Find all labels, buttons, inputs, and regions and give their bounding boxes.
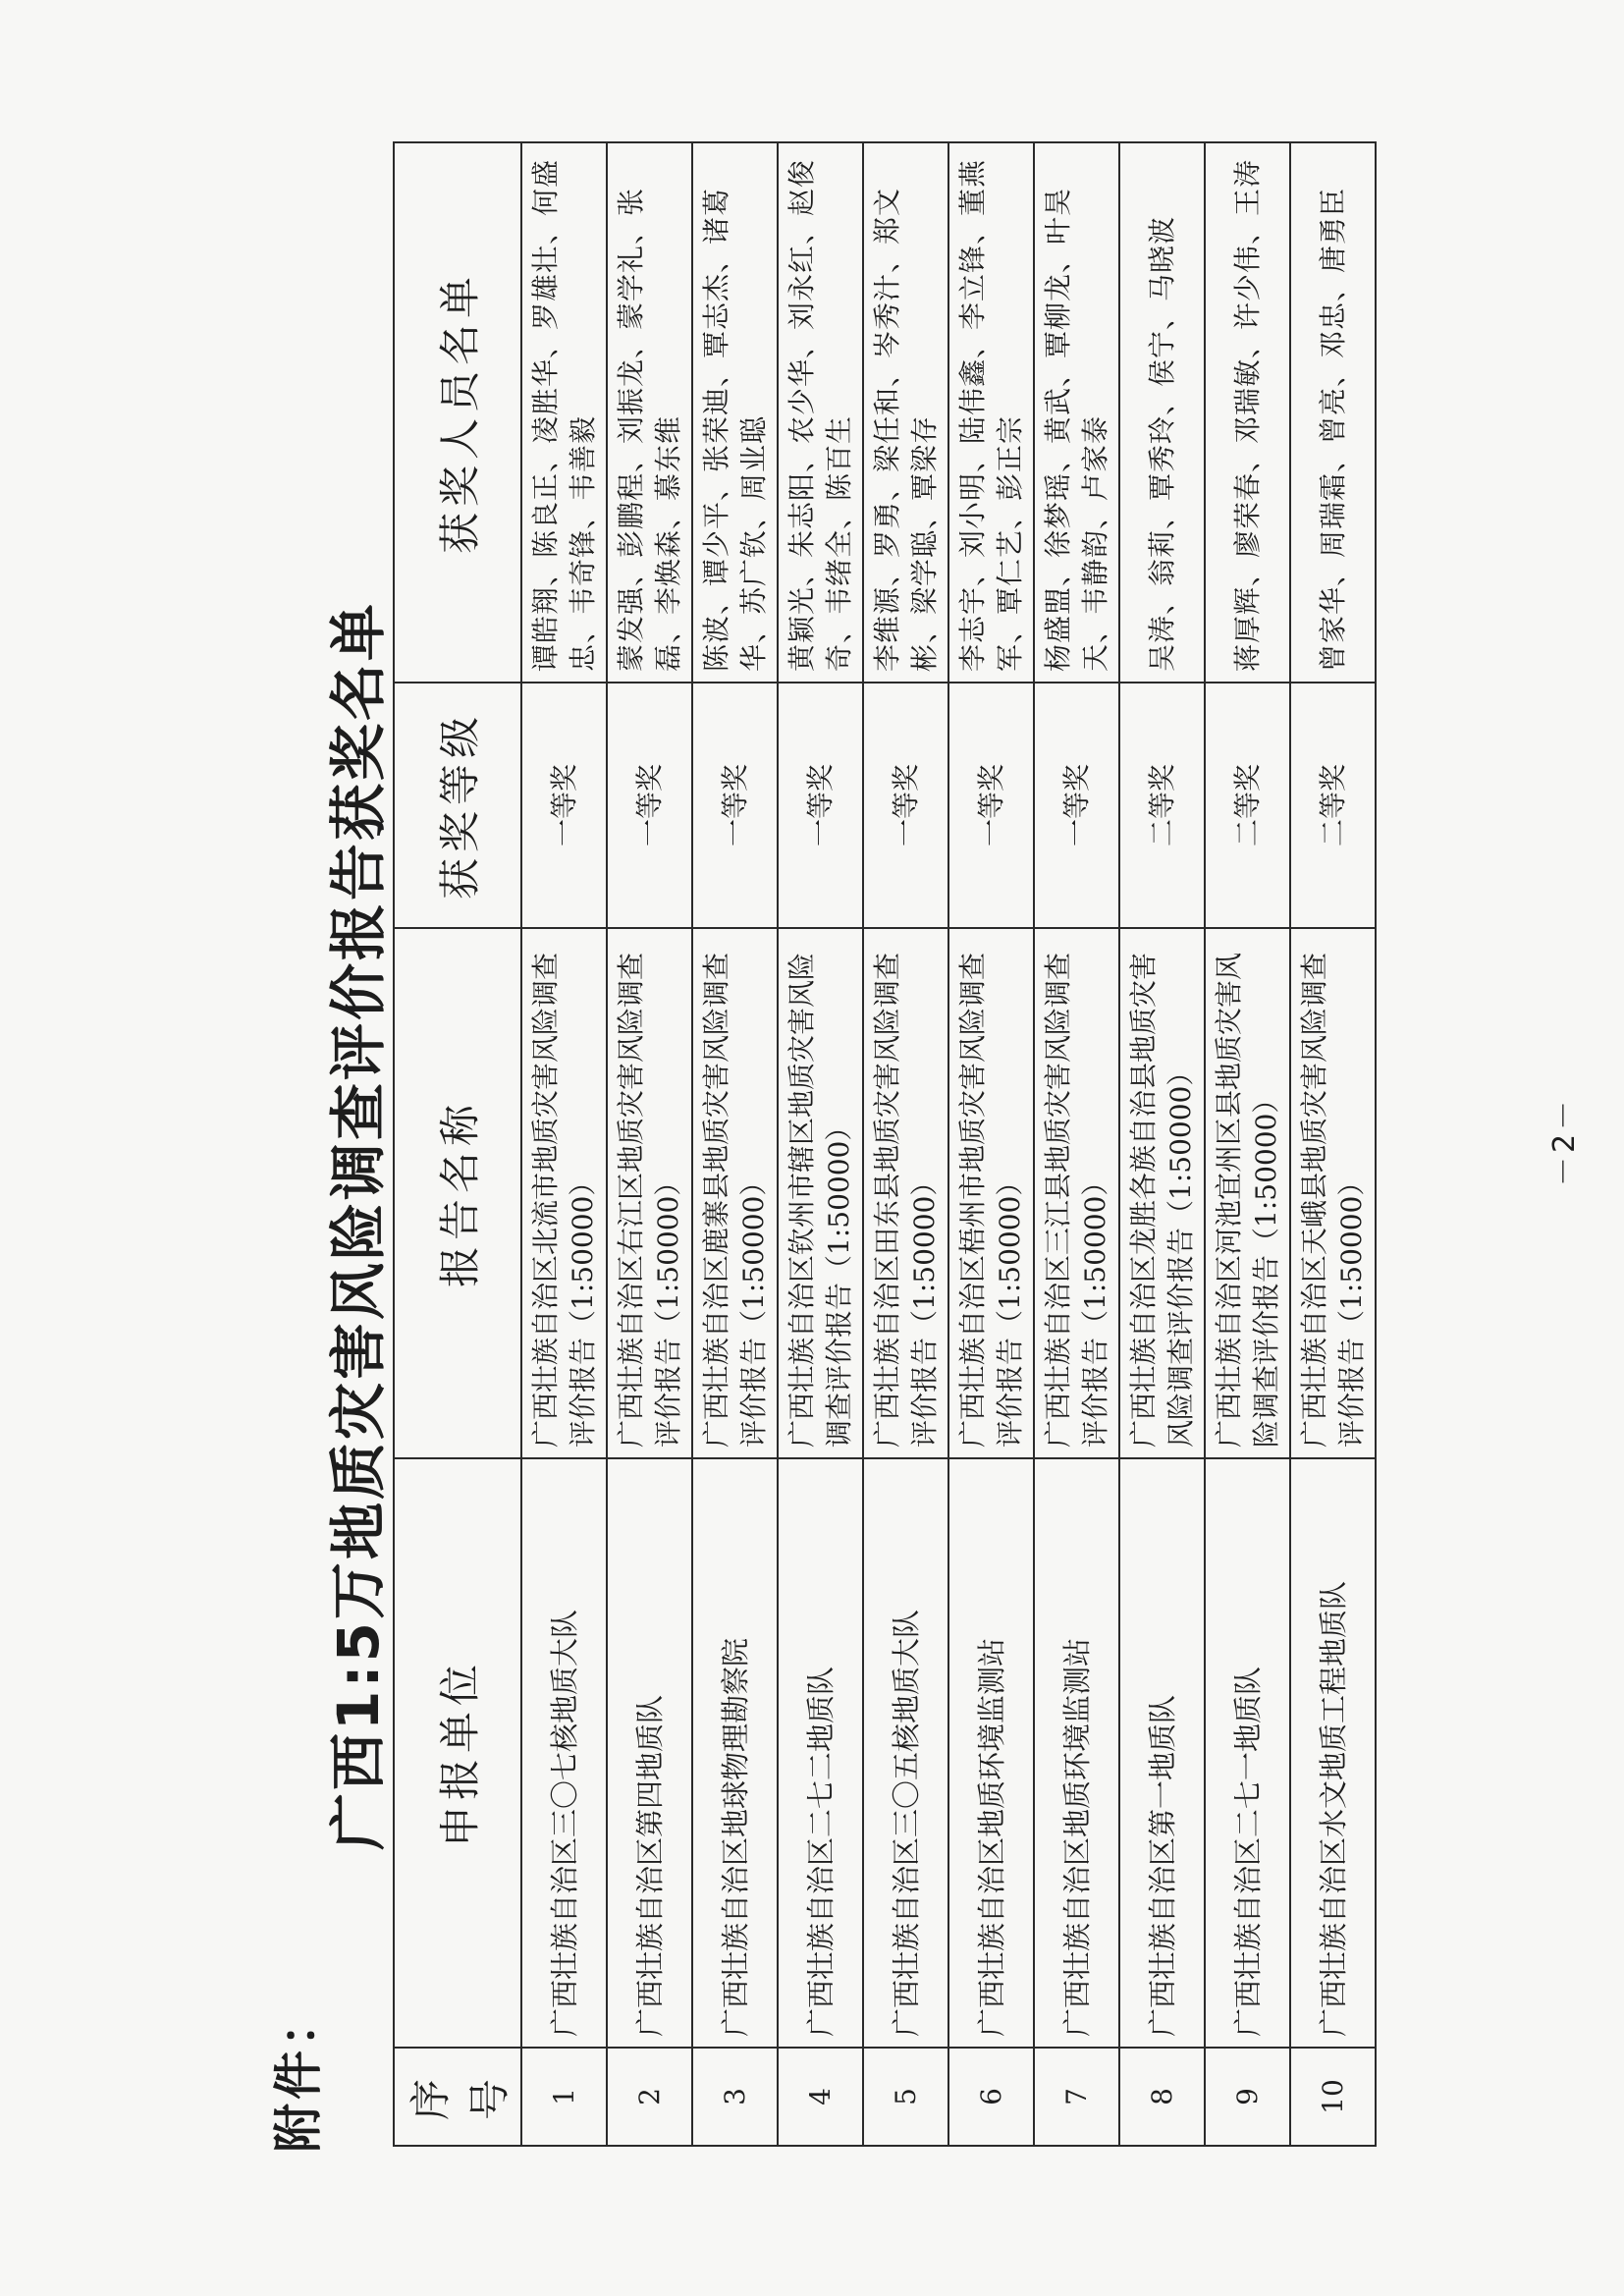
cell-report: 广西壮族自治区鹿寨县地质灾害风险调查评价报告（1:50000） xyxy=(692,928,778,1458)
table-row xyxy=(1119,142,1205,2146)
cell-seq: 5 xyxy=(863,2048,948,2146)
cell-unit: 广西壮族自治区三〇五核地质大队 xyxy=(863,1458,948,2048)
cell-unit: 广西壮族自治区地球物理勘察院 xyxy=(692,1458,778,2048)
cell-unit: 广西壮族自治区地质环境监测站 xyxy=(948,1458,1034,2048)
cell-seq: 9 xyxy=(1205,2048,1290,2146)
cell-level: 一等奖 xyxy=(692,683,778,928)
attachment-label: 附件： xyxy=(270,1994,327,2153)
cell-people: 吴涛、翁莉、覃秀玲、侯宁、马晓波 xyxy=(1119,142,1205,683)
cell-report: 广西壮族自治区钦州市辖区地质灾害风险调查评价报告（1:50000） xyxy=(778,928,863,1458)
cell-level: 一等奖 xyxy=(607,683,692,928)
cell-level: 一等奖 xyxy=(521,683,607,928)
cell-unit: 广西壮族自治区三〇七核地质大队 xyxy=(521,1458,607,2048)
cell-level: 一等奖 xyxy=(1034,683,1119,928)
cell-people: 黄颖光、朱志阳、农少华、刘永红、赵俊奇、韦绪全、陈百生 xyxy=(778,142,863,683)
cell-level: 二等奖 xyxy=(1119,683,1205,928)
cell-people: 李志宇、刘小明、陆伟鑫、李立锋、董燕军、覃仁艺、彭正宗 xyxy=(948,142,1034,683)
header-level: 获奖等级 xyxy=(394,683,521,928)
table-header-row xyxy=(394,142,521,2146)
cell-people: 蒙发强、彭鹏程、刘振龙、蒙学礼、张磊、李焕森、慕东维 xyxy=(607,142,692,683)
cell-level: 一等奖 xyxy=(778,683,863,928)
cell-report: 广西壮族自治区龙胜各族自治县地质灾害风险调查评价报告（1:50000） xyxy=(1119,928,1205,1458)
cell-unit: 广西壮族自治区水文地质工程地质队 xyxy=(1290,1458,1376,2048)
cell-unit: 广西壮族自治区二七二地质队 xyxy=(778,1458,863,2048)
cell-seq: 2 xyxy=(607,2048,692,2146)
cell-seq: 7 xyxy=(1034,2048,1119,2146)
cell-seq: 1 xyxy=(521,2048,607,2146)
table-row xyxy=(1290,142,1376,2146)
cell-report: 广西壮族自治区河池宜州区县地质灾害风险调查评价报告（1:50000） xyxy=(1205,928,1290,1458)
cell-unit: 广西壮族自治区二七一地质队 xyxy=(1205,1458,1290,2048)
header-seq: 序号 xyxy=(394,2048,521,2146)
cell-seq: 3 xyxy=(692,2048,778,2146)
award-table xyxy=(393,141,1377,2147)
page-number: －2－ xyxy=(1547,1096,1582,1186)
table-row xyxy=(948,142,1034,2146)
table-row xyxy=(692,142,778,2146)
table-row xyxy=(1205,142,1290,2146)
cell-seq: 6 xyxy=(948,2048,1034,2146)
cell-report: 广西壮族自治区田东县地质灾害风险调查评价报告（1:50000） xyxy=(863,928,948,1458)
cell-report: 广西壮族自治区三江县地质灾害风险调查评价报告（1:50000） xyxy=(1034,928,1119,1458)
cell-people: 杨盛盟、徐梦瑶、黄武、覃柳龙、叶昊天、韦静韵、卢家泰 xyxy=(1034,142,1119,683)
table-row xyxy=(607,142,692,2146)
table-row xyxy=(863,142,948,2146)
cell-report: 广西壮族自治区天峨县地质灾害风险调查评价报告（1:50000） xyxy=(1290,928,1376,1458)
cell-seq: 10 xyxy=(1290,2048,1376,2146)
page-title: 广西1:5万地质灾害风险调查评价报告获奖名单 xyxy=(325,601,392,1850)
cell-report: 广西壮族自治区北流市地质灾害风险调查评价报告（1:50000） xyxy=(521,928,607,1458)
cell-people: 陈波、谭少平、张荣迪、覃志杰、诸葛华、苏广钦、周业聪 xyxy=(692,142,778,683)
cell-unit: 广西壮族自治区第一地质队 xyxy=(1119,1458,1205,2048)
cell-level: 一等奖 xyxy=(948,683,1034,928)
cell-unit: 广西壮族自治区地质环境监测站 xyxy=(1034,1458,1119,2048)
cell-report: 广西壮族自治区梧州市地质灾害风险调查评价报告（1:50000） xyxy=(948,928,1034,1458)
cell-seq: 4 xyxy=(778,2048,863,2146)
header-report: 报告名称 xyxy=(394,928,521,1458)
header-unit: 申报单位 xyxy=(394,1458,521,2048)
cell-people: 李维源、罗勇、梁任和、岑秀汁、郑文彬、梁学聪、覃梁存 xyxy=(863,142,948,683)
cell-people: 谭皓翔、陈良正、凌胜华、罗雄壮、何盛忠、韦奇锋、韦善毅 xyxy=(521,142,607,683)
cell-seq: 8 xyxy=(1119,2048,1205,2146)
cell-report: 广西壮族自治区右江区地质灾害风险调查评价报告（1:50000） xyxy=(607,928,692,1458)
table-row xyxy=(1034,142,1119,2146)
cell-people: 曾家华、周瑞霜、曾亮、邓忠、唐勇臣 xyxy=(1290,142,1376,683)
cell-level: 二等奖 xyxy=(1205,683,1290,928)
cell-level: 二等奖 xyxy=(1290,683,1376,928)
cell-unit: 广西壮族自治区第四地质队 xyxy=(607,1458,692,2048)
header-people: 获奖人员名单 xyxy=(394,142,521,683)
table-row xyxy=(778,142,863,2146)
table-row xyxy=(521,142,607,2146)
cell-level: 一等奖 xyxy=(863,683,948,928)
cell-people: 蒋厚辉、廖荣春、邓瑞敏、许少伟、王涛 xyxy=(1205,142,1290,683)
